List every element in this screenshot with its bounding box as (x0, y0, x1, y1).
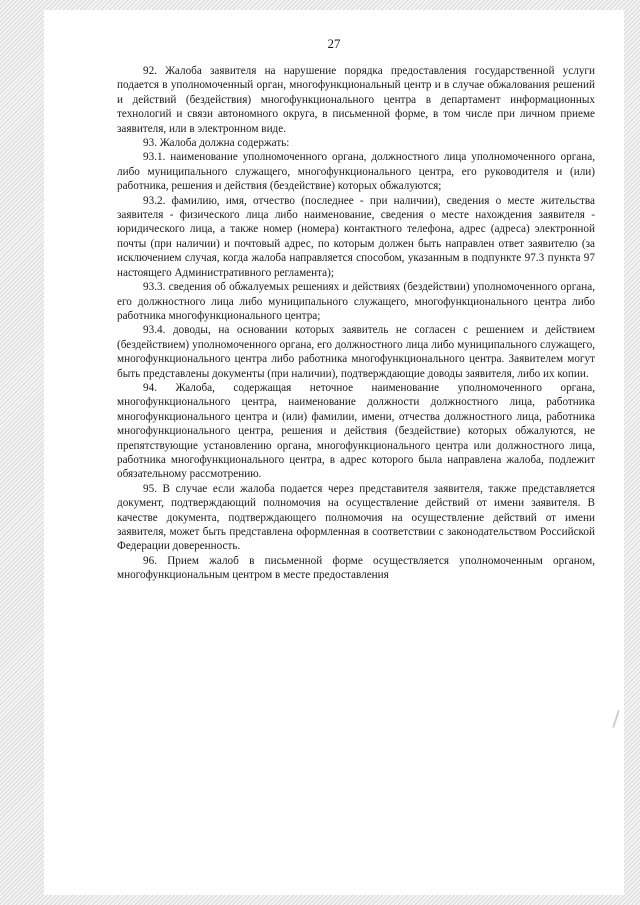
paragraph-93: 93. Жалоба должна содержать: (143, 137, 290, 150)
scan-border-right (624, 0, 640, 905)
document-body (117, 64, 595, 583)
margin-mark (612, 710, 619, 728)
paragraph-96: 96. Прием жалоб в письменной форме осуществляется уполномоченным органом, многофункциональным центром в месте предоставления (117, 554, 595, 582)
paragraph-93-2: 93.2. фамилию, имя, отчество (последнее - при наличии), сведения о месте жительства заявителя - физического лица либо наименование, сведения о месте нахождения заявителя - юридического лица, а также номер (номера) контактного телефона, адрес (адреса) электронной почты (при наличии) и почтовый адрес, по которым должен быть направлен ответ заявителю (за исключением случая, когда жалоба направляется способом, указанным в подпункте 97.3 пункта 97 настоящего Административного регламента); (117, 194, 595, 279)
document-page (44, 10, 624, 895)
paragraph-93-1: 93.1. наименование уполномоченного органа, должностного лица уполномоченного органа, либо муниципального служащего, многофункционального центра, его руководителя и (или) работника, решения и действия (бездействие) которых обжалуются; (117, 151, 595, 193)
scan-border-bottom (0, 895, 640, 905)
scan-border-left (0, 0, 44, 905)
page-number: 27 (327, 36, 341, 51)
scan-border-top (0, 0, 640, 10)
paragraph-93-4: 93.4. доводы, на основании которых заявитель не согласен с решением и действием (бездействием) уполномоченного органа, его должностного лица либо муниципального служащего, многофункционального центра либо работника многофункционального центра. Заявителем могут быть представлены документы (при наличии), подтверждающие доводы заявителя, либо их копии. (117, 324, 595, 380)
paragraph-93-3: 93.3. сведения об обжалуемых решениях и действиях (бездействии) уполномоченного органа, его должностного лица либо муниципального служащего, многофункционального центра либо работника многофункционального центра; (117, 281, 595, 322)
paragraph-94: 94. Жалоба, содержащая неточное наименование уполномоченного органа, многофункционального центра, наименование должности должностного лица, работника многофункционального центра и (или) фамилии, имени, отчества должностного лица, работника многофункционального центра, решения и действия (бездействие) которых обжалуются, не препятствующие установлению органа, многофункционального центра или должностного лица, работника многофункционального центра, в адрес которого была направлена жалоба, подлежит обязательному рассмотрению. (117, 381, 595, 481)
paragraph-95: 95. В случае если жалоба подается через представителя заявителя, также представляется документ, подтверждающий полномочия на осуществление действий от имени заявителя. В качестве документа, подтверждающего полномочия на осуществление действий от имени заявителя, может быть представлена оформленная в соответствии с законодательством Российской Федерации доверенность. (117, 482, 595, 553)
paragraph-92: 92. Жалоба заявителя на нарушение порядка предоставления государственной услуги подается в уполномоченный орган, многофункциональный центр и в случае обжалования решений и действий (бездействия) многофункционального центра в департамент информационных технологий и связи автономного округа, в письменной форме, в том числе при личном приеме заявителя, или в электронном виде. (117, 65, 595, 135)
